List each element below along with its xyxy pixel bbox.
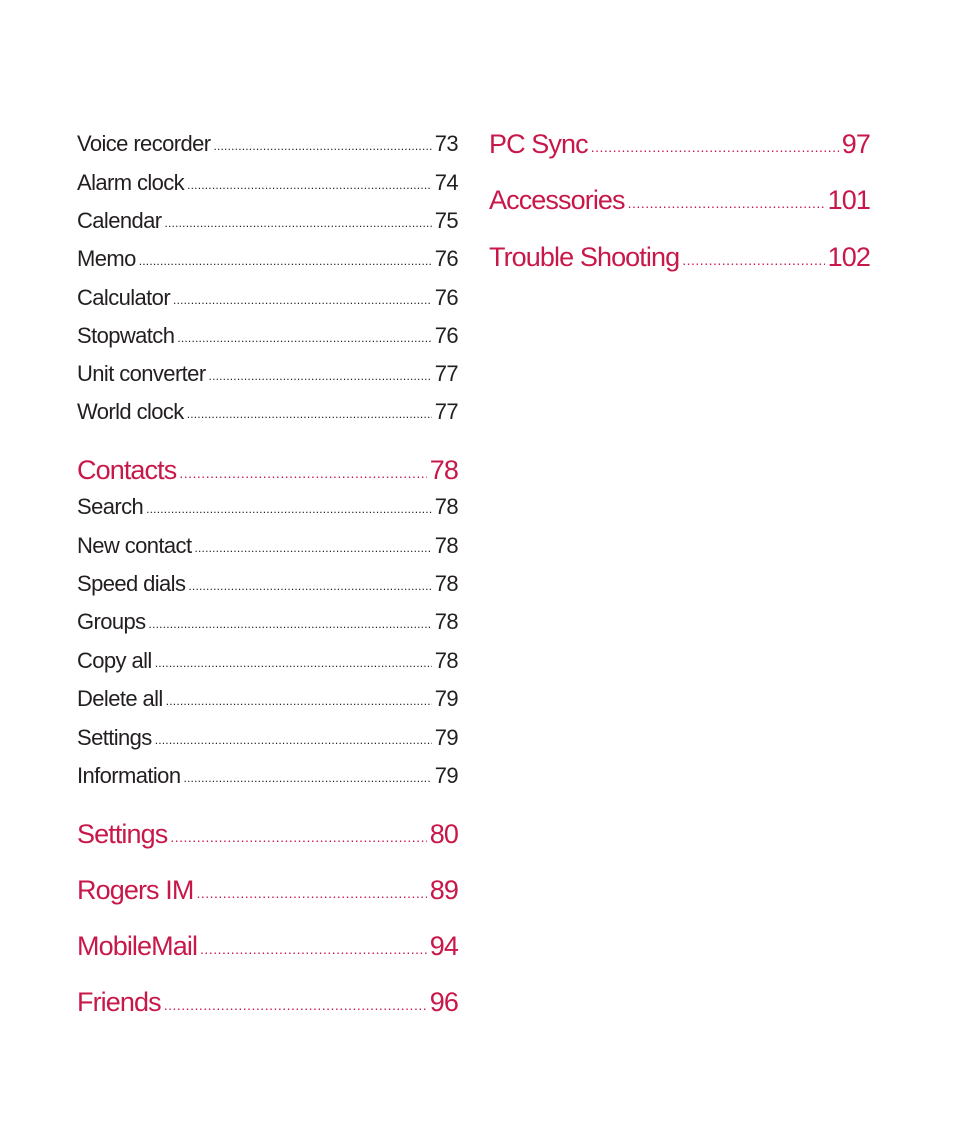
toc-entry-page: 78: [434, 571, 458, 596]
toc-section-settings[interactable]: [77, 819, 458, 850]
dot-leader: [139, 254, 432, 268]
toc-section-rogers-im[interactable]: [77, 875, 458, 906]
toc-entry-title: Alarm clock: [77, 170, 185, 195]
toc-section-friends[interactable]: [77, 987, 458, 1018]
dot-leader: [591, 139, 839, 155]
toc-entry-title: New contact: [77, 533, 192, 558]
toc-entry-memo[interactable]: [77, 246, 458, 272]
toc-section-title: Trouble Shooting: [489, 242, 680, 272]
dot-leader: [177, 331, 431, 345]
dot-leader: [173, 293, 432, 307]
dot-leader: [183, 771, 431, 785]
dot-leader: [164, 216, 431, 230]
toc-entry-page: 79: [434, 725, 458, 750]
toc-entry-page: 77: [434, 399, 458, 424]
toc-entry-title: Calendar: [77, 208, 162, 233]
toc-entry-page: 76: [434, 246, 458, 271]
toc-section-page: 80: [429, 819, 458, 849]
toc-section-pc-sync[interactable]: [489, 129, 870, 160]
toc-entry-page: 73: [434, 131, 458, 156]
toc-entry-information[interactable]: [77, 763, 458, 789]
toc-entry-groups[interactable]: [77, 609, 458, 635]
toc-entry-page: 74: [434, 170, 458, 195]
dot-leader: [155, 733, 432, 747]
dot-leader: [682, 252, 824, 268]
toc-section-title: Accessories: [489, 185, 625, 215]
dot-leader: [149, 617, 432, 631]
toc-section-page: 78: [429, 455, 458, 485]
toc-section-page: 102: [827, 242, 870, 272]
toc-section-page: 96: [429, 987, 458, 1017]
toc-section-title: Contacts: [77, 455, 177, 485]
toc-section-contacts[interactable]: [77, 455, 458, 486]
toc-section-title: Friends: [77, 987, 161, 1017]
toc-entry-title: Search: [77, 494, 144, 519]
dot-leader: [188, 579, 431, 593]
toc-entry-page: 76: [434, 285, 458, 310]
dot-leader: [209, 369, 432, 383]
toc-section-title: Rogers IM: [77, 875, 194, 905]
toc-entry-title: Voice recorder: [77, 131, 211, 156]
toc-entry-title: Delete all: [77, 686, 163, 711]
toc-entry-title: Calculator: [77, 285, 171, 310]
toc-section-title: Settings: [77, 819, 168, 849]
toc-entry-unit-converter[interactable]: [77, 361, 458, 387]
dot-leader: [187, 178, 432, 192]
dot-leader: [155, 656, 432, 670]
toc-entry-title: Settings: [77, 725, 152, 750]
dot-leader: [628, 195, 825, 211]
toc-entry-title: Speed dials: [77, 571, 186, 596]
toc-entry-page: 79: [434, 686, 458, 711]
toc-entry-title: Groups: [77, 609, 146, 634]
dot-leader: [187, 407, 432, 421]
toc-entry-title: Copy all: [77, 648, 152, 673]
toc-entry-calendar[interactable]: [77, 208, 458, 234]
toc-entry-page: 77: [434, 361, 458, 386]
toc-entry-settings[interactable]: [77, 725, 458, 751]
dot-leader: [196, 885, 426, 901]
toc-section-trouble-shooting[interactable]: [489, 242, 870, 273]
toc-entry-page: 78: [434, 609, 458, 634]
toc-entry-page: 76: [434, 323, 458, 348]
toc-entry-search[interactable]: [77, 494, 458, 520]
toc-entry-title: Information: [77, 763, 181, 788]
toc-section-accessories[interactable]: [489, 185, 870, 216]
toc-section-page: 94: [429, 931, 458, 961]
toc-entry-copy-all[interactable]: [77, 648, 458, 674]
toc-entry-title: Memo: [77, 246, 136, 271]
dot-leader: [213, 139, 431, 153]
toc-section-page: 97: [841, 129, 870, 159]
toc-entry-title: Unit converter: [77, 361, 206, 386]
dot-leader: [170, 829, 426, 845]
toc-entry-title: World clock: [77, 399, 184, 424]
toc-section-title: MobileMail: [77, 931, 198, 961]
dot-leader: [166, 694, 432, 708]
dot-leader: [200, 941, 427, 957]
dot-leader: [146, 502, 432, 516]
dot-leader: [164, 997, 427, 1013]
toc-section-title: PC Sync: [489, 129, 588, 159]
toc-section-page: 101: [827, 185, 870, 215]
toc-entry-page: 75: [434, 208, 458, 233]
toc-section-mobilemail[interactable]: [77, 931, 458, 962]
toc-entry-page: 79: [434, 763, 458, 788]
toc-entry-page: 78: [434, 494, 458, 519]
toc-entry-voice-recorder[interactable]: [77, 131, 458, 157]
toc-section-page: 89: [429, 875, 458, 905]
dot-leader: [179, 465, 426, 481]
toc-entry-page: 78: [434, 533, 458, 558]
toc-entry-speed-dials[interactable]: [77, 571, 458, 597]
toc-entry-delete-all[interactable]: [77, 686, 458, 712]
toc-entry-calculator[interactable]: [77, 285, 458, 311]
toc-entry-alarm-clock[interactable]: [77, 170, 458, 196]
toc-entry-title: Stopwatch: [77, 323, 175, 348]
dot-leader: [194, 541, 431, 555]
toc-entry-world-clock[interactable]: [77, 399, 458, 425]
toc-entry-stopwatch[interactable]: [77, 323, 458, 349]
toc-entry-new-contact[interactable]: [77, 533, 458, 559]
toc-entry-page: 78: [434, 648, 458, 673]
